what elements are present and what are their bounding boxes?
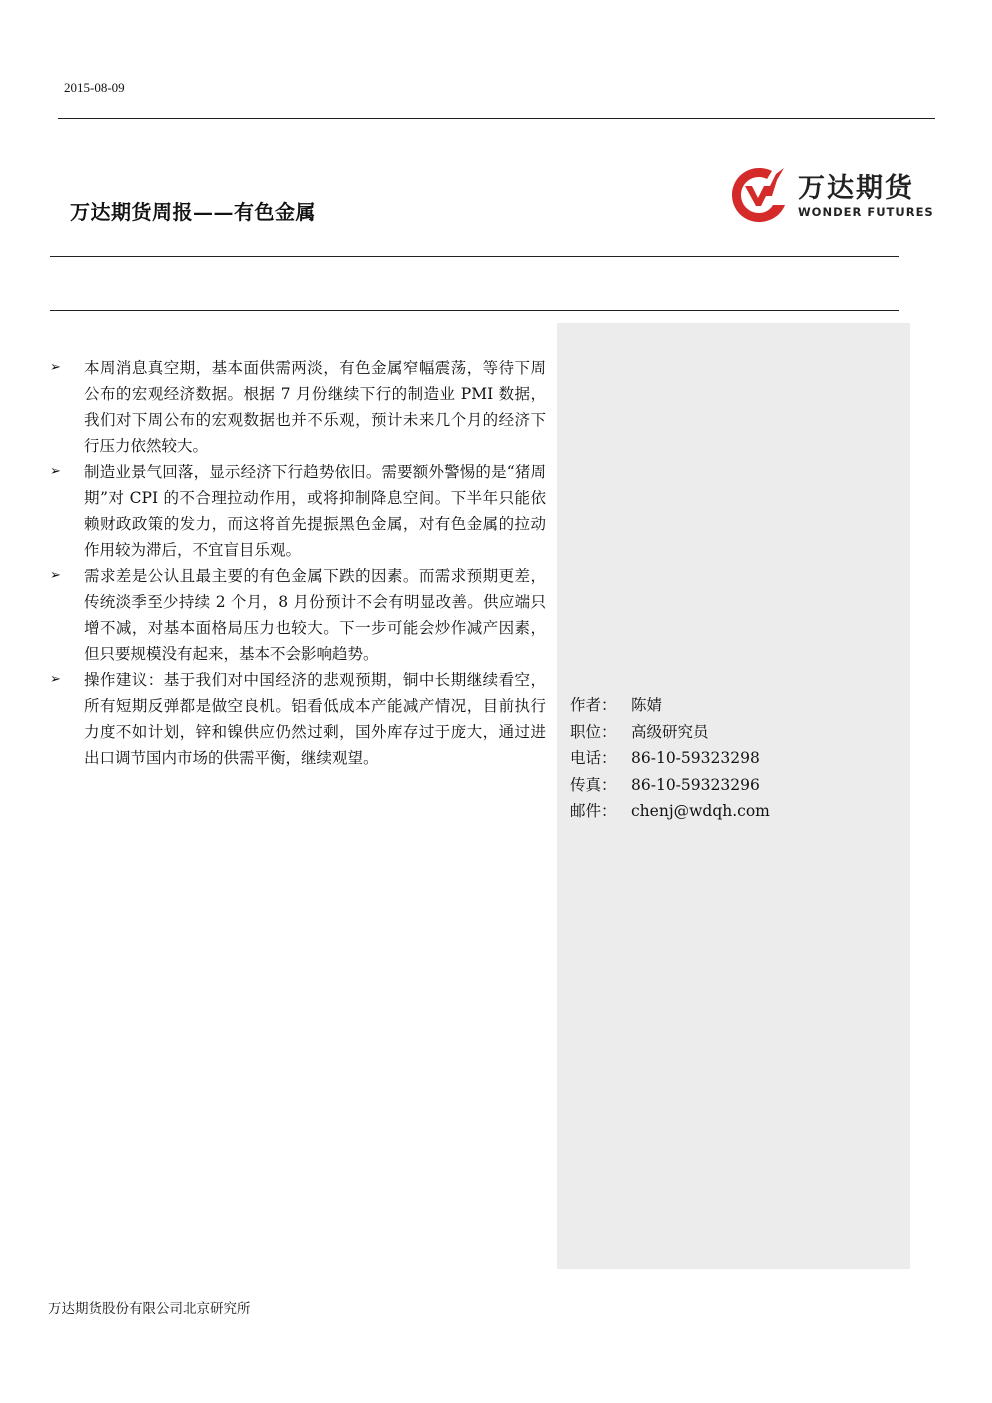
- list-item: [50, 667, 546, 771]
- report-date: 2015-08-09: [64, 80, 125, 95]
- bullet-text: 操作建议：基于我们对中国经济的悲观预期，铜中长期继续看空，所有短期反弹都是做空良机。铝看低成本产能减产情况，目前执行力度不如计划，锌和镍供应仍然过剩，国外库存过于庞大，通过进出口调节国内市场的供需平衡，继续观望。: [84, 671, 546, 767]
- title-divider-bottom: [50, 310, 899, 311]
- footer-company: 万达期货股份有限公司北京研究所: [48, 1301, 251, 1317]
- arrow-right-icon: ➢: [50, 360, 61, 375]
- phone-row: [570, 745, 770, 772]
- header-divider: [58, 118, 935, 119]
- logo-name-cn: 万达期货: [798, 173, 914, 204]
- position-label: 职位：: [570, 722, 617, 741]
- fax-number: 86-10-59323296: [631, 775, 760, 794]
- summary-list: [50, 355, 546, 771]
- author-row: [570, 692, 770, 719]
- author-position: 高级研究员: [631, 722, 709, 741]
- arrow-right-icon: ➢: [50, 568, 61, 583]
- title-divider-top: [50, 256, 899, 257]
- fax-label: 传真：: [570, 775, 617, 794]
- bullet-text: 需求差是公认且最主要的有色金属下跌的因素。而需求预期更差，传统淡季至少持续 2 个月，8 月份预计不会有明显改善。供应端只增不减，对基本面格局压力也较大。下一步可能会炒作减产因素，但只要规模没有起来，基本不会影响趋势。: [84, 567, 546, 663]
- logo-mark-icon: [728, 164, 790, 226]
- author-contact: [570, 692, 770, 825]
- email-row: [570, 798, 770, 825]
- logo-name-en: WONDER FUTURES: [798, 205, 934, 219]
- author-name: 陈婧: [631, 696, 663, 714]
- email-label: 邮件：: [570, 802, 617, 820]
- list-item: [50, 355, 546, 459]
- list-item: [50, 459, 546, 563]
- arrow-right-icon: ➢: [50, 464, 61, 479]
- bullet-text: 本周消息真空期，基本面供需两淡，有色金属窄幅震荡，等待下周公布的宏观经济数据。根据 7 月份继续下行的制造业 PMI 数据，我们对下周公布的宏观数据也并不乐观，预计未来几个月的经济下行压力依然较大。: [84, 359, 546, 455]
- list-item: [50, 563, 546, 667]
- phone-number: 86-10-59323298: [631, 749, 760, 767]
- phone-label: 电话：: [570, 749, 617, 767]
- fax-row: [570, 772, 770, 799]
- report-title: 万达期货周报——有色金属: [70, 200, 316, 224]
- position-row: [570, 719, 770, 746]
- author-label: 作者：: [570, 696, 617, 714]
- company-logo: [728, 162, 938, 226]
- arrow-right-icon: ➢: [50, 672, 61, 687]
- bullet-text: 制造业景气回落，显示经济下行趋势依旧。需要额外警惕的是“猪周期”对 CPI 的不合理拉动作用，或将抑制降息空间。下半年只能依赖财政政策的发力，而这将首先提振黑色金属，对有色金属的拉动作用较为滞后，不宜盲目乐观。: [84, 463, 546, 559]
- email-link[interactable]: chenj@wdqh.com: [631, 802, 770, 820]
